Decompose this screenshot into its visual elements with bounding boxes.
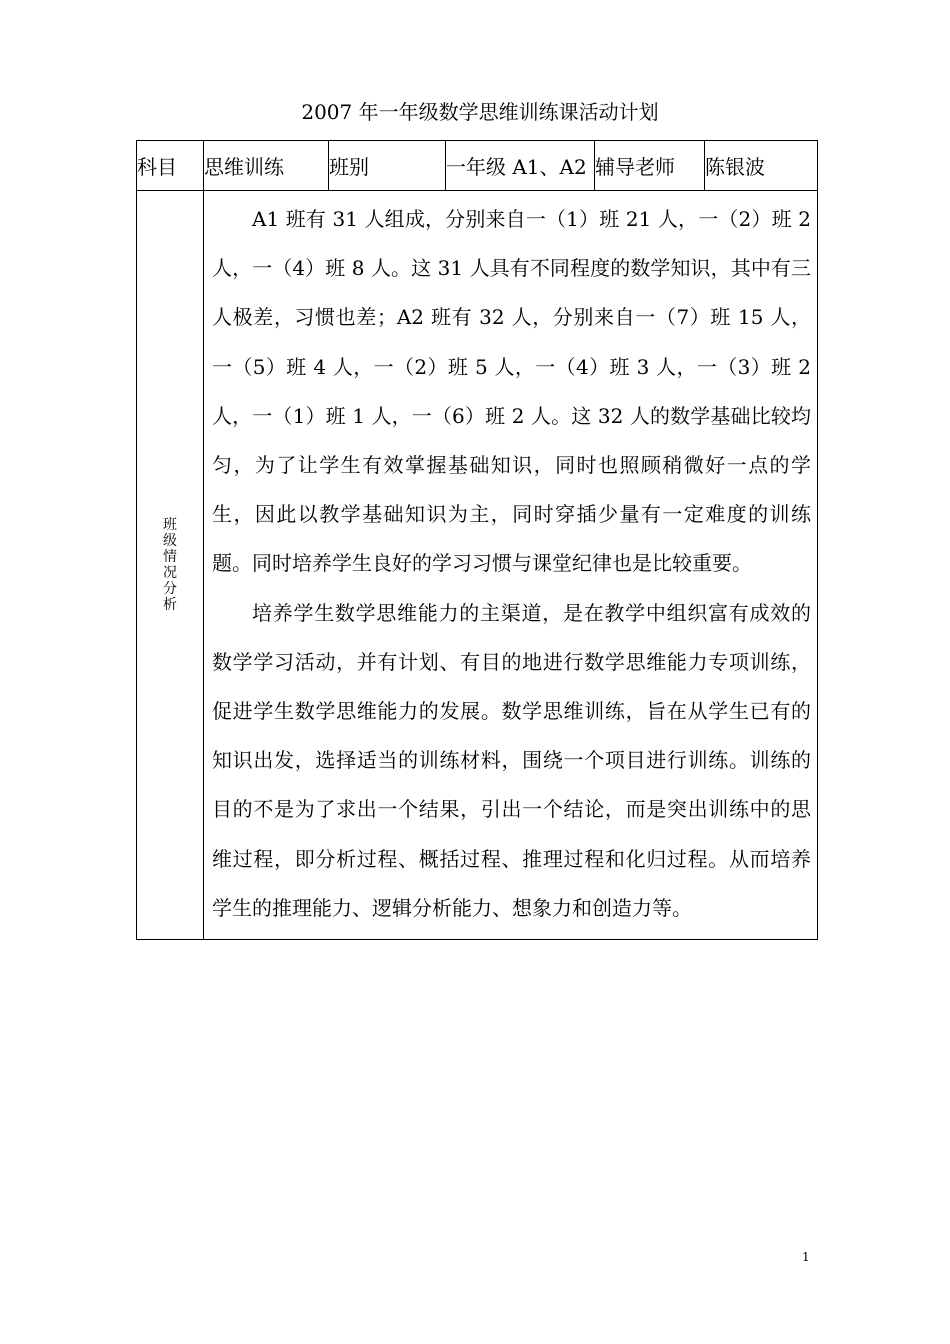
- header-row: [137, 141, 818, 191]
- subject-label: 科目: [137, 141, 204, 191]
- page-number: 1: [802, 1250, 810, 1264]
- section-body: [204, 191, 818, 940]
- subject-value: 思维训练: [204, 141, 329, 191]
- teacher-value: 陈银波: [705, 141, 818, 191]
- document-title: 2007 年一年级数学思维训练课活动计划: [301, 100, 659, 124]
- class-label: 班别: [329, 141, 446, 191]
- section-label: 班级情况分析: [163, 517, 177, 614]
- teacher-label: 辅导老师: [595, 141, 705, 191]
- analysis-row: [137, 191, 818, 940]
- plan-table: [136, 140, 818, 940]
- class-value: 一年级 A1、A2: [446, 141, 595, 191]
- paragraph: 培养学生数学思维能力的主渠道，是在教学中组织富有成效的数学学习活动，并有计划、有目的地进行数学思维能力专项训练，促进学生数学思维能力的发展。数学思维训练，旨在从学生已有的知识出发，选择适当的训练材料，围绕一个项目进行训练。训练的目的不是为了求出一个结果，引出一个结论，而是突出训练中的思维过程，即分析过程、概括过程、推理过程和化归过程。从而培养学生的推理能力、逻辑分析能力、想象力和创造力等。: [212, 600, 811, 920]
- paragraph: A1 班有 31 人组成，分别来自一（1）班 21 人，一（2）班 2 人，一（4）班 8 人。这 31 人具有不同程度的数学知识，其中有三人极差，习惯也差；A2 班有 32 人，分别来自一（7）班 15 人，一（5）班 4 人，一（2）班 5 人，一（4）班 3 人，一（3）班 2 人，一（1）班 1 人，一（6）班 2 人。这 32 人的数学基础比较均匀，为了让学生有效掌握基础知识，同时也照顾稍微好一点的学生，因此以教学基础知识为主，同时穿插少量有一定难度的训练题。同时培养学生良好的学习习惯与课堂纪律也是比较重要。: [212, 207, 811, 576]
- section-label-cell: [137, 191, 204, 940]
